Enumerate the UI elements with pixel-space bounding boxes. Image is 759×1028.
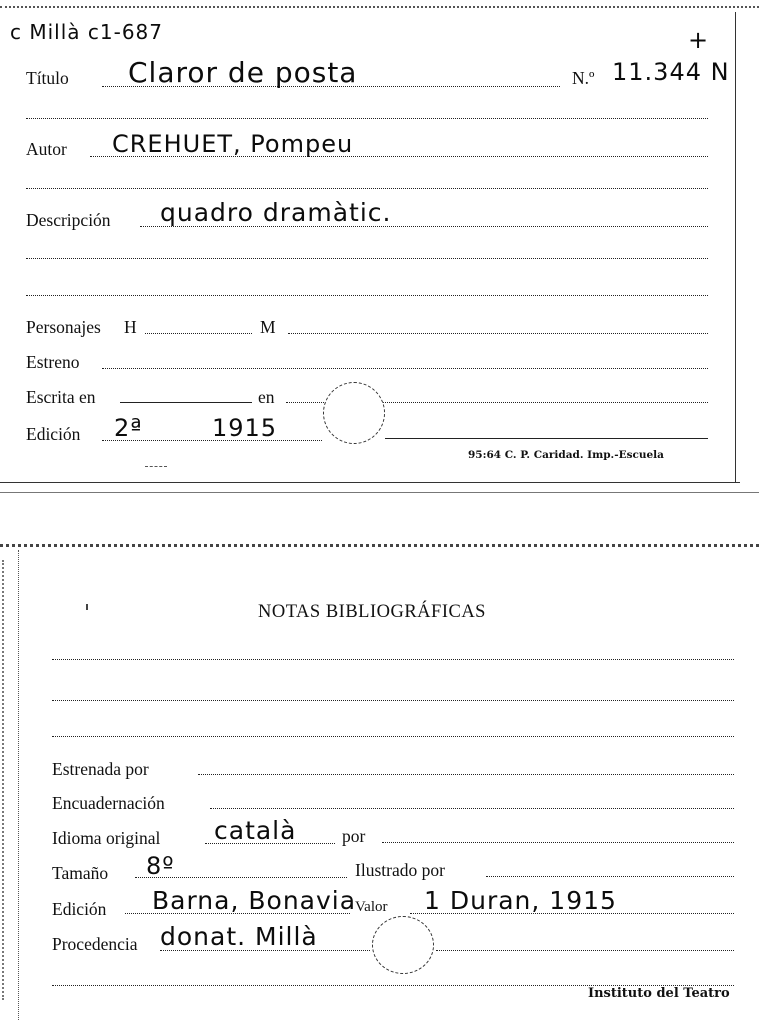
footer-institution: Instituto del Teatro (588, 986, 730, 1001)
card-left-noise (2, 560, 16, 1000)
personajes-h-label: H (124, 317, 137, 337)
idioma-por-line (382, 842, 734, 843)
card-bottom-edge-2 (0, 492, 759, 493)
idioma-value: català (214, 816, 297, 845)
valor-label: Valor (355, 899, 388, 915)
stray-mark (145, 466, 167, 467)
blank-line (26, 188, 708, 189)
autor-value: CREHUET, Pompeu (112, 130, 354, 158)
stamp-circle-2 (372, 916, 434, 974)
estrenada-line (198, 774, 734, 775)
encuadernacion-label: Encuadernación (52, 793, 165, 813)
blank-line (52, 659, 734, 660)
encuadernacion-line (210, 808, 734, 809)
tamano-label: Tamaño (52, 863, 109, 883)
plus-mark: + (688, 26, 710, 54)
card-left-edge (18, 550, 19, 1020)
titulo-label: Título (26, 68, 69, 88)
escrita-line (120, 402, 252, 403)
card-top-edge (0, 6, 759, 14)
ilustrado-line (486, 876, 734, 877)
procedencia-value: donat. Millà (160, 922, 318, 951)
notas-title: NOTAS BIBLIOGRÁFICAS (258, 602, 486, 622)
blank-line (52, 736, 734, 737)
blank-line (26, 295, 708, 296)
autor-label: Autor (26, 139, 67, 159)
estreno-line (102, 368, 708, 369)
edicion-label: Edición (26, 424, 81, 444)
edicion2-label: Edición (52, 899, 107, 919)
blank-line (26, 118, 708, 119)
personajes-label: Personajes (26, 317, 101, 337)
edicion-line-right (385, 438, 708, 439)
escrita-label: Escrita en (26, 387, 96, 407)
personajes-h-line (145, 333, 252, 334)
procedencia-line-right (436, 950, 734, 951)
titulo-value: Claror de posta (128, 56, 358, 89)
personajes-m-label: M (260, 317, 276, 337)
card-top-edge (0, 544, 759, 555)
stamp-circle (323, 382, 385, 444)
stray-dot (86, 604, 88, 610)
numero-label: N.º (572, 68, 595, 88)
card-bottom-edge (0, 482, 740, 483)
procedencia-label: Procedencia (52, 934, 138, 954)
idioma-por-label: por (342, 826, 366, 846)
escrita-en-label: en (258, 387, 275, 407)
personajes-m-line (288, 333, 708, 334)
edicion2-value: Barna, Bonavia (152, 886, 357, 915)
blank-line (52, 700, 734, 701)
ilustrado-label: Ilustrado por (355, 860, 445, 880)
edicion-year-value: 1915 (212, 414, 278, 442)
printer-mark: 95:64 C. P. Caridad. Imp.-Escuela (468, 449, 664, 461)
idioma-label: Idioma original (52, 828, 161, 848)
header-note: c Millà c1-687 (10, 20, 164, 44)
numero-value: 11.344 N (612, 58, 730, 86)
tamano-value: 8º (146, 852, 175, 880)
descripcion-value: quadro dramàtic. (160, 198, 392, 227)
card-right-edge (735, 12, 736, 482)
blank-line (26, 258, 708, 259)
descripcion-label: Descripción (26, 210, 111, 230)
valor-value: 1 Duran, 1915 (424, 886, 617, 915)
edicion-edition-value: 2ª (114, 414, 143, 442)
estrenada-label: Estrenada por (52, 759, 149, 779)
estreno-label: Estreno (26, 352, 80, 372)
